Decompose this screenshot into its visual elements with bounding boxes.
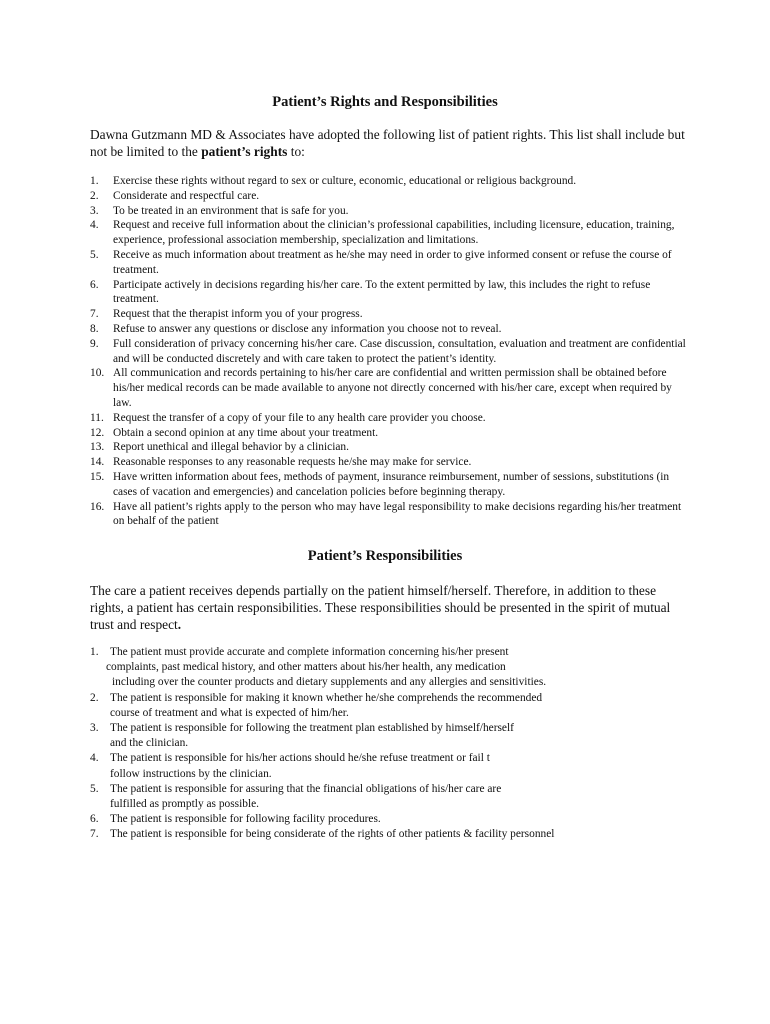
rights-list — [90, 174, 690, 529]
list-item-number: 13. — [90, 441, 105, 454]
list-item-line: The patient is responsible for assuring that the financial obligations of his/her care are — [110, 782, 502, 795]
rights-list-item — [90, 248, 690, 278]
rights-list-item — [90, 337, 690, 367]
responsibilities-list-item — [90, 812, 650, 827]
list-item-number: 5. — [90, 782, 99, 795]
list-item-line: The patient must provide accurate and complete information concerning his/her present — [110, 646, 509, 658]
responsibilities-list-item — [90, 721, 650, 751]
list-item-line: fulfilled as promptly as possible. — [110, 798, 260, 811]
list-item-number: 3. — [90, 204, 99, 217]
list-item-number: 9. — [90, 337, 99, 350]
responsibilities-list-item — [90, 691, 650, 721]
rights-list-item — [90, 426, 690, 441]
rights-list-item — [90, 411, 690, 426]
list-item-line: The patient is responsible for following facility procedures. — [110, 813, 381, 826]
rights-list-item — [90, 278, 690, 308]
rights-list-item — [90, 174, 690, 189]
responsibilities-list-item — [90, 827, 650, 842]
rights-list-item — [90, 218, 690, 248]
list-item-number: 4. — [90, 752, 99, 765]
list-item-line: The patient is responsible for following the treatment plan established by himself/herself — [110, 722, 514, 735]
section-title: Patient’s Responsibilities — [307, 548, 463, 564]
list-item-text: Request that the therapist inform you of your progress. — [113, 308, 363, 321]
list-item-text: Exercise these rights without regard to sex or culture, economic, educational or religious background. — [113, 175, 577, 187]
intro-paragraph — [90, 126, 690, 160]
list-item-text: Full consideration of privacy concerning his/her care. Case discussion, consultation, evaluation and treatment are confidential and will be conducted discretely and with care taken to protect the patient’s identity. — [113, 337, 686, 365]
list-item-line: The patient is responsible for making it known whether he/she comprehends the recommended — [110, 691, 543, 704]
list-item-line: The patient is responsible for being considerate of the rights of other patients & facility personnel — [110, 828, 555, 841]
list-item-line: follow instructions by the clinician. — [110, 767, 272, 780]
list-item-number: 16. — [90, 500, 105, 513]
list-item-number: 1. — [90, 646, 99, 658]
responsibilities-list-item — [90, 782, 650, 812]
list-item-line: The patient is responsible for his/her actions should he/she refuse treatment or fail t — [110, 752, 490, 765]
responsibilities-list-item — [90, 645, 650, 691]
responsibilities-intro-text: The care a patient receives depends partially on the patient himself/herself. Therefore, in addition to these rights, a patient has certain responsibilities. These responsibilities should be presented in the spirit of mutual trust and respect — [90, 583, 671, 632]
rights-list-item — [90, 204, 690, 219]
intro-text-end: to: — [287, 144, 305, 159]
list-item-number: 5. — [90, 248, 99, 261]
intro-bold-text: patient’s rights — [201, 144, 288, 159]
rights-list-item — [90, 470, 690, 500]
rights-list-item — [90, 440, 690, 455]
list-item-number: 1. — [90, 175, 99, 187]
rights-list-item — [90, 455, 690, 470]
list-item-line: complaints, past medical history, and other matters about his/her health, any medication — [106, 661, 506, 674]
list-item-number: 10. — [90, 367, 105, 380]
list-item-text: Receive as much information about treatment as he/she may need in order to give informed consent or refuse the course of treatment. — [113, 248, 672, 276]
list-item-number: 6. — [90, 813, 99, 826]
list-item-number: 11. — [90, 411, 104, 424]
list-item-number: 7. — [90, 308, 99, 321]
list-item-text: Reasonable responses to any reasonable requests he/she may make for service. — [113, 456, 472, 469]
rights-list-item — [90, 322, 690, 337]
list-item-text: All communication and records pertaining to his/her care are confidential and written permission shall be obtained before his/her medical records can be made available to anyone not directly concerned with his/her care, except when required by law. — [113, 367, 672, 409]
list-item-number: 15. — [90, 470, 105, 483]
list-item-number: 2. — [90, 189, 99, 202]
list-item-text: Have all patient’s rights apply to the person who may have legal responsibility to make decisions regarding his/her treatment on behalf of the patient — [113, 500, 682, 528]
list-item-number: 7. — [90, 828, 99, 841]
responsibilities-list — [90, 645, 650, 843]
rights-list-item — [90, 307, 690, 322]
list-item-line: including over the counter products and dietary supplements and any allergies and sensitivities. — [112, 676, 547, 689]
intro-text: Dawna Gutzmann MD & Associates have adopted the following list of patient rights. This list shall include but not be limited to the — [90, 127, 685, 159]
list-item-text: To be treated in an environment that is safe for you. — [113, 204, 349, 217]
list-item-text: Refuse to answer any questions or disclose any information you choose not to reveal. — [113, 322, 502, 335]
responsibilities-intro — [90, 582, 690, 633]
rights-list-item — [90, 366, 690, 410]
list-item-number: 8. — [90, 322, 99, 335]
list-item-number: 2. — [90, 691, 99, 704]
list-item-number: 4. — [90, 219, 99, 232]
list-item-line: course of treatment and what is expected of him/her. — [110, 706, 349, 719]
rights-list-item — [90, 500, 690, 530]
responsibilities-list-item — [90, 751, 650, 781]
list-item-text: Obtain a second opinion at any time about your treatment. — [113, 426, 379, 439]
list-item-line: and the clinician. — [110, 737, 189, 750]
list-item-number: 14. — [90, 456, 105, 469]
list-item-text: Report unethical and illegal behavior by a clinician. — [113, 441, 349, 454]
page-title: Patient’s Rights and Responsibilities — [272, 94, 498, 110]
responsibilities-intro-end: . — [177, 617, 182, 632]
list-item-text: Request the transfer of a copy of your file to any health care provider you choose. — [113, 411, 486, 424]
list-item-number: 3. — [90, 722, 99, 735]
list-item-text: Request and receive full information about the clinician’s professional capabilities, including licensure, education, training, experience, professional association membership, specialization and limitations. — [113, 219, 675, 247]
list-item-text: Considerate and respectful care. — [113, 189, 260, 202]
list-item-text: Have written information about fees, methods of payment, insurance reimbursement, number of sessions, substitutions (in cases of vacation and emergencies) and cancelation policies before beginning therapy. — [113, 470, 670, 498]
list-item-number: 12. — [90, 426, 105, 439]
rights-list-item — [90, 189, 690, 204]
list-item-text: Participate actively in decisions regarding his/her care. To the extent permitted by law, this includes the right to refuse treatment. — [113, 278, 651, 306]
list-item-number: 6. — [90, 278, 99, 291]
